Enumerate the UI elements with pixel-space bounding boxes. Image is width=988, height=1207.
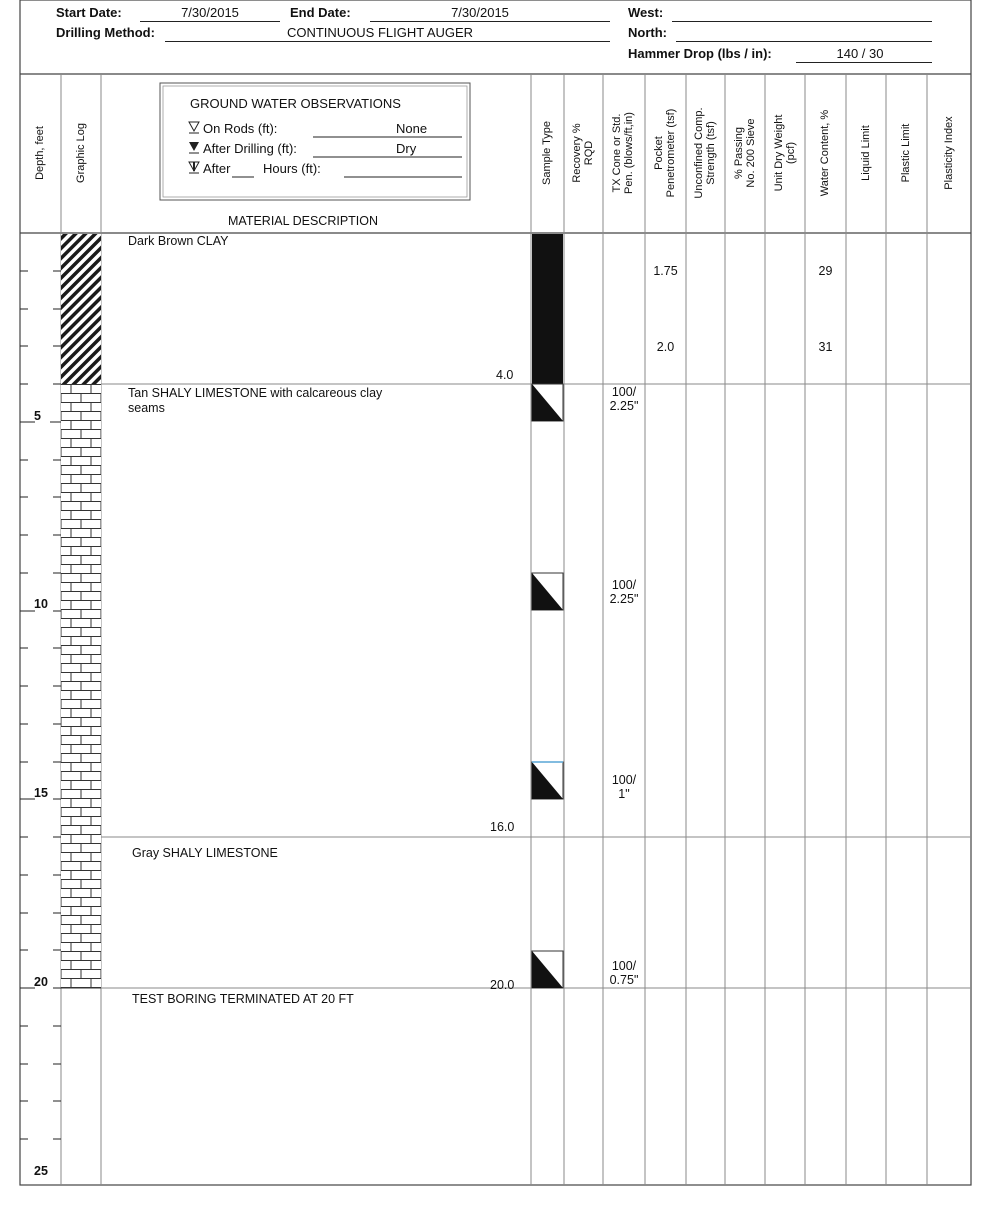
start-date-value: 7/30/2015 [181,5,239,20]
depth-label: 10 [34,597,48,611]
hammer-drop-value: 140 / 30 [836,46,884,61]
after-drilling-value: Dry [396,141,417,156]
drilling-method-value: CONTINUOUS FLIGHT AUGER [286,25,474,40]
stratum-bottom-depth: 20.0 [490,978,515,992]
on-rods-icon [189,122,199,133]
col-unit-dry-weight: Unit Dry Weight (pcf) [773,114,797,192]
spt-blow-count: 100/ 0.75" [609,959,639,987]
hours-label: Hours (ft): [263,161,321,176]
start-date-label: Start Date: [56,5,122,20]
on-rods-label: On Rods (ft): [203,121,278,136]
sample-spt-4 [532,951,563,988]
stratum-description: TEST BORING TERMINATED AT 20 FT [132,992,354,1006]
col-plastic-limit: Plastic Limit [900,123,912,183]
spt-blow-count: 100/ 1" [611,773,637,801]
stratum-description: Dark Brown CLAY [128,234,229,248]
end-date-label: End Date: [290,5,351,20]
col-unconfined-strength: Unconfined Comp. Strength (tsf) [693,107,717,199]
col-liquid-limit: Liquid Limit [860,125,872,181]
pocket-pen-value: 2.0 [656,340,675,354]
after-drilling-label: After Drilling (ft): [203,141,297,156]
col-plasticity-index: Plasticity Index [943,116,955,190]
col-percent-passing: % Passing No. 200 Sieve [733,118,757,188]
depth-ticks [20,271,61,1139]
stratum-description: Tan SHALY LIMESTONE with calcareous clay seams [128,386,383,415]
sample-auger-1 [532,234,563,384]
sample-spt-2 [532,573,563,610]
depth-label: 20 [34,975,48,989]
col-pocket-penetrometer: Pocket Penetrometer (tsf) [653,108,677,198]
limestone-graphic-log [61,384,101,988]
groundwater-title: GROUND WATER OBSERVATIONS [190,96,401,111]
stratum-description: Gray SHALY LIMESTONE [132,846,278,860]
west-label: West: [628,5,664,20]
depth-label: 5 [34,409,41,423]
stratum-boundaries [101,384,971,988]
end-date-value: 7/30/2015 [451,5,509,20]
drilling-method-label: Drilling Method: [56,25,155,40]
col-sample-type: Sample Type [541,121,553,186]
spt-blow-count: 100/ 2.25" [609,385,639,413]
sample-spt-1 [532,384,563,421]
water-content-value: 31 [818,340,833,354]
pocket-pen-value: 1.75 [653,264,678,278]
stratum-bottom-depth: 4.0 [496,368,514,382]
sample-spt-3 [532,762,563,799]
spt-blow-count: 100/ 2.25" [609,578,639,606]
depth-label: 15 [34,786,48,800]
clay-graphic-log [61,234,101,384]
after-label: After [203,161,231,176]
north-label: North: [628,25,667,40]
after-drilling-icon [189,142,199,153]
col-recovery: Recovery % RQD [571,123,595,183]
col-depth: Depth, feet [34,126,46,180]
depth-label: 25 [34,1164,48,1178]
water-content-value: 29 [818,264,833,278]
hammer-drop-label: Hammer Drop (lbs / in): [628,46,772,61]
col-graphic-log: Graphic Log [75,123,87,183]
on-rods-value: None [396,121,428,136]
col-water-content: Water Content, % [819,109,831,197]
sample-type-column [532,234,563,988]
after-hours-icon [189,162,199,173]
material-description-heading: MATERIAL DESCRIPTION [228,214,379,228]
stratum-bottom-depth: 16.0 [490,820,515,834]
col-tx-cone: TX Cone or Std. Pen. (blows/ft,in) [611,112,635,194]
